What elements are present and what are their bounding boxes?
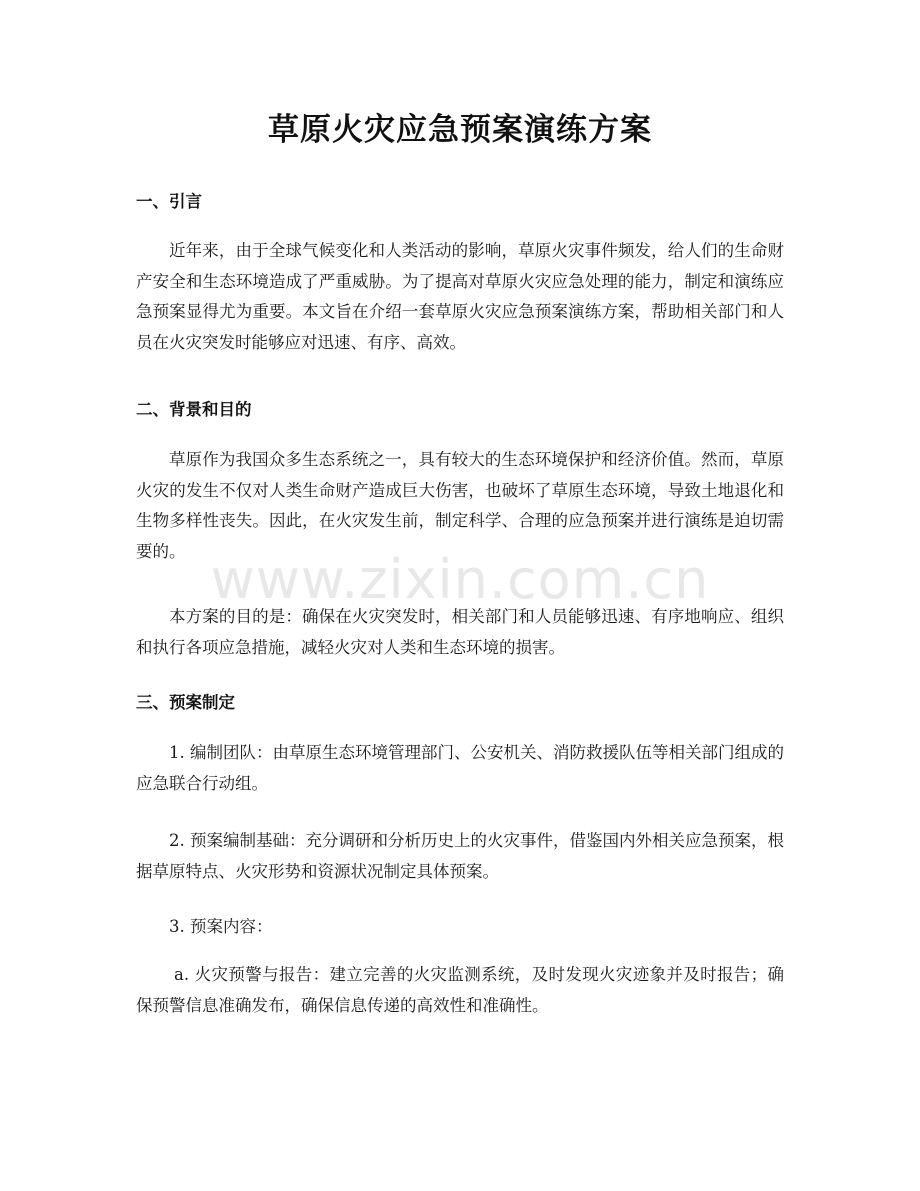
paragraph-background: 草原作为我国众多生态系统之一，具有较大的生态环境保护和经济价值。然而，草原火灾的发生不仅对人类生命财产造成巨大伤害，也破坏了草原生态环境，导致土地退化和生物多样性丧失。因此，在火灾发生前，制定科学、合理的应急预案并进行演练是迫切需要的。 — [136, 450, 784, 561]
document-title: 草原火灾应急预案演练方案 — [268, 112, 652, 148]
sub-item-warning: a. 火灾预警与报告：建立完善的火灾监测系统，及时发现火灾迹象并及时报告；确保预警信息准确发布，确保信息传递的高效性和准确性。 — [136, 965, 784, 1015]
section-heading-intro: 一、引言 — [136, 192, 202, 211]
paragraph-intro: 近年来，由于全球气候变化和人类活动的影响，草原火灾事件频发，给人们的生命财产安全和生态环境造成了严重威胁。为了提高对草原火灾应急处理的能力，制定和演练应急预案显得尤为重要。本文旨在介绍一套草原火灾应急预案演练方案，帮助相关部门和人员在火灾突发时能够应对迅速、有序、高效。 — [136, 241, 784, 352]
list-item-basis: 2. 预案编制基础：充分调研和分析历史上的火灾事件，借鉴国内外相关应急预案，根据草原特点、火灾形势和资源状况制定具体预案。 — [136, 831, 784, 881]
section-heading-plan: 三、预案制定 — [136, 693, 235, 712]
section-heading-background: 二、背景和目的 — [136, 400, 252, 419]
watermark: www.zixin.com.cn — [210, 548, 710, 611]
list-item-team: 1. 编制团队：由草原生态环境管理部门、公安机关、消防救援队伍等相关部门组成的应急联合行动组。 — [136, 743, 784, 793]
paragraph-purpose: 本方案的目的是：确保在火灾突发时，相关部门和人员能够迅速、有序地响应、组织和执行各项应急措施，减轻火灾对人类和生态环境的损害。 — [136, 607, 784, 657]
list-item-content: 3. 预案内容： — [169, 917, 273, 936]
